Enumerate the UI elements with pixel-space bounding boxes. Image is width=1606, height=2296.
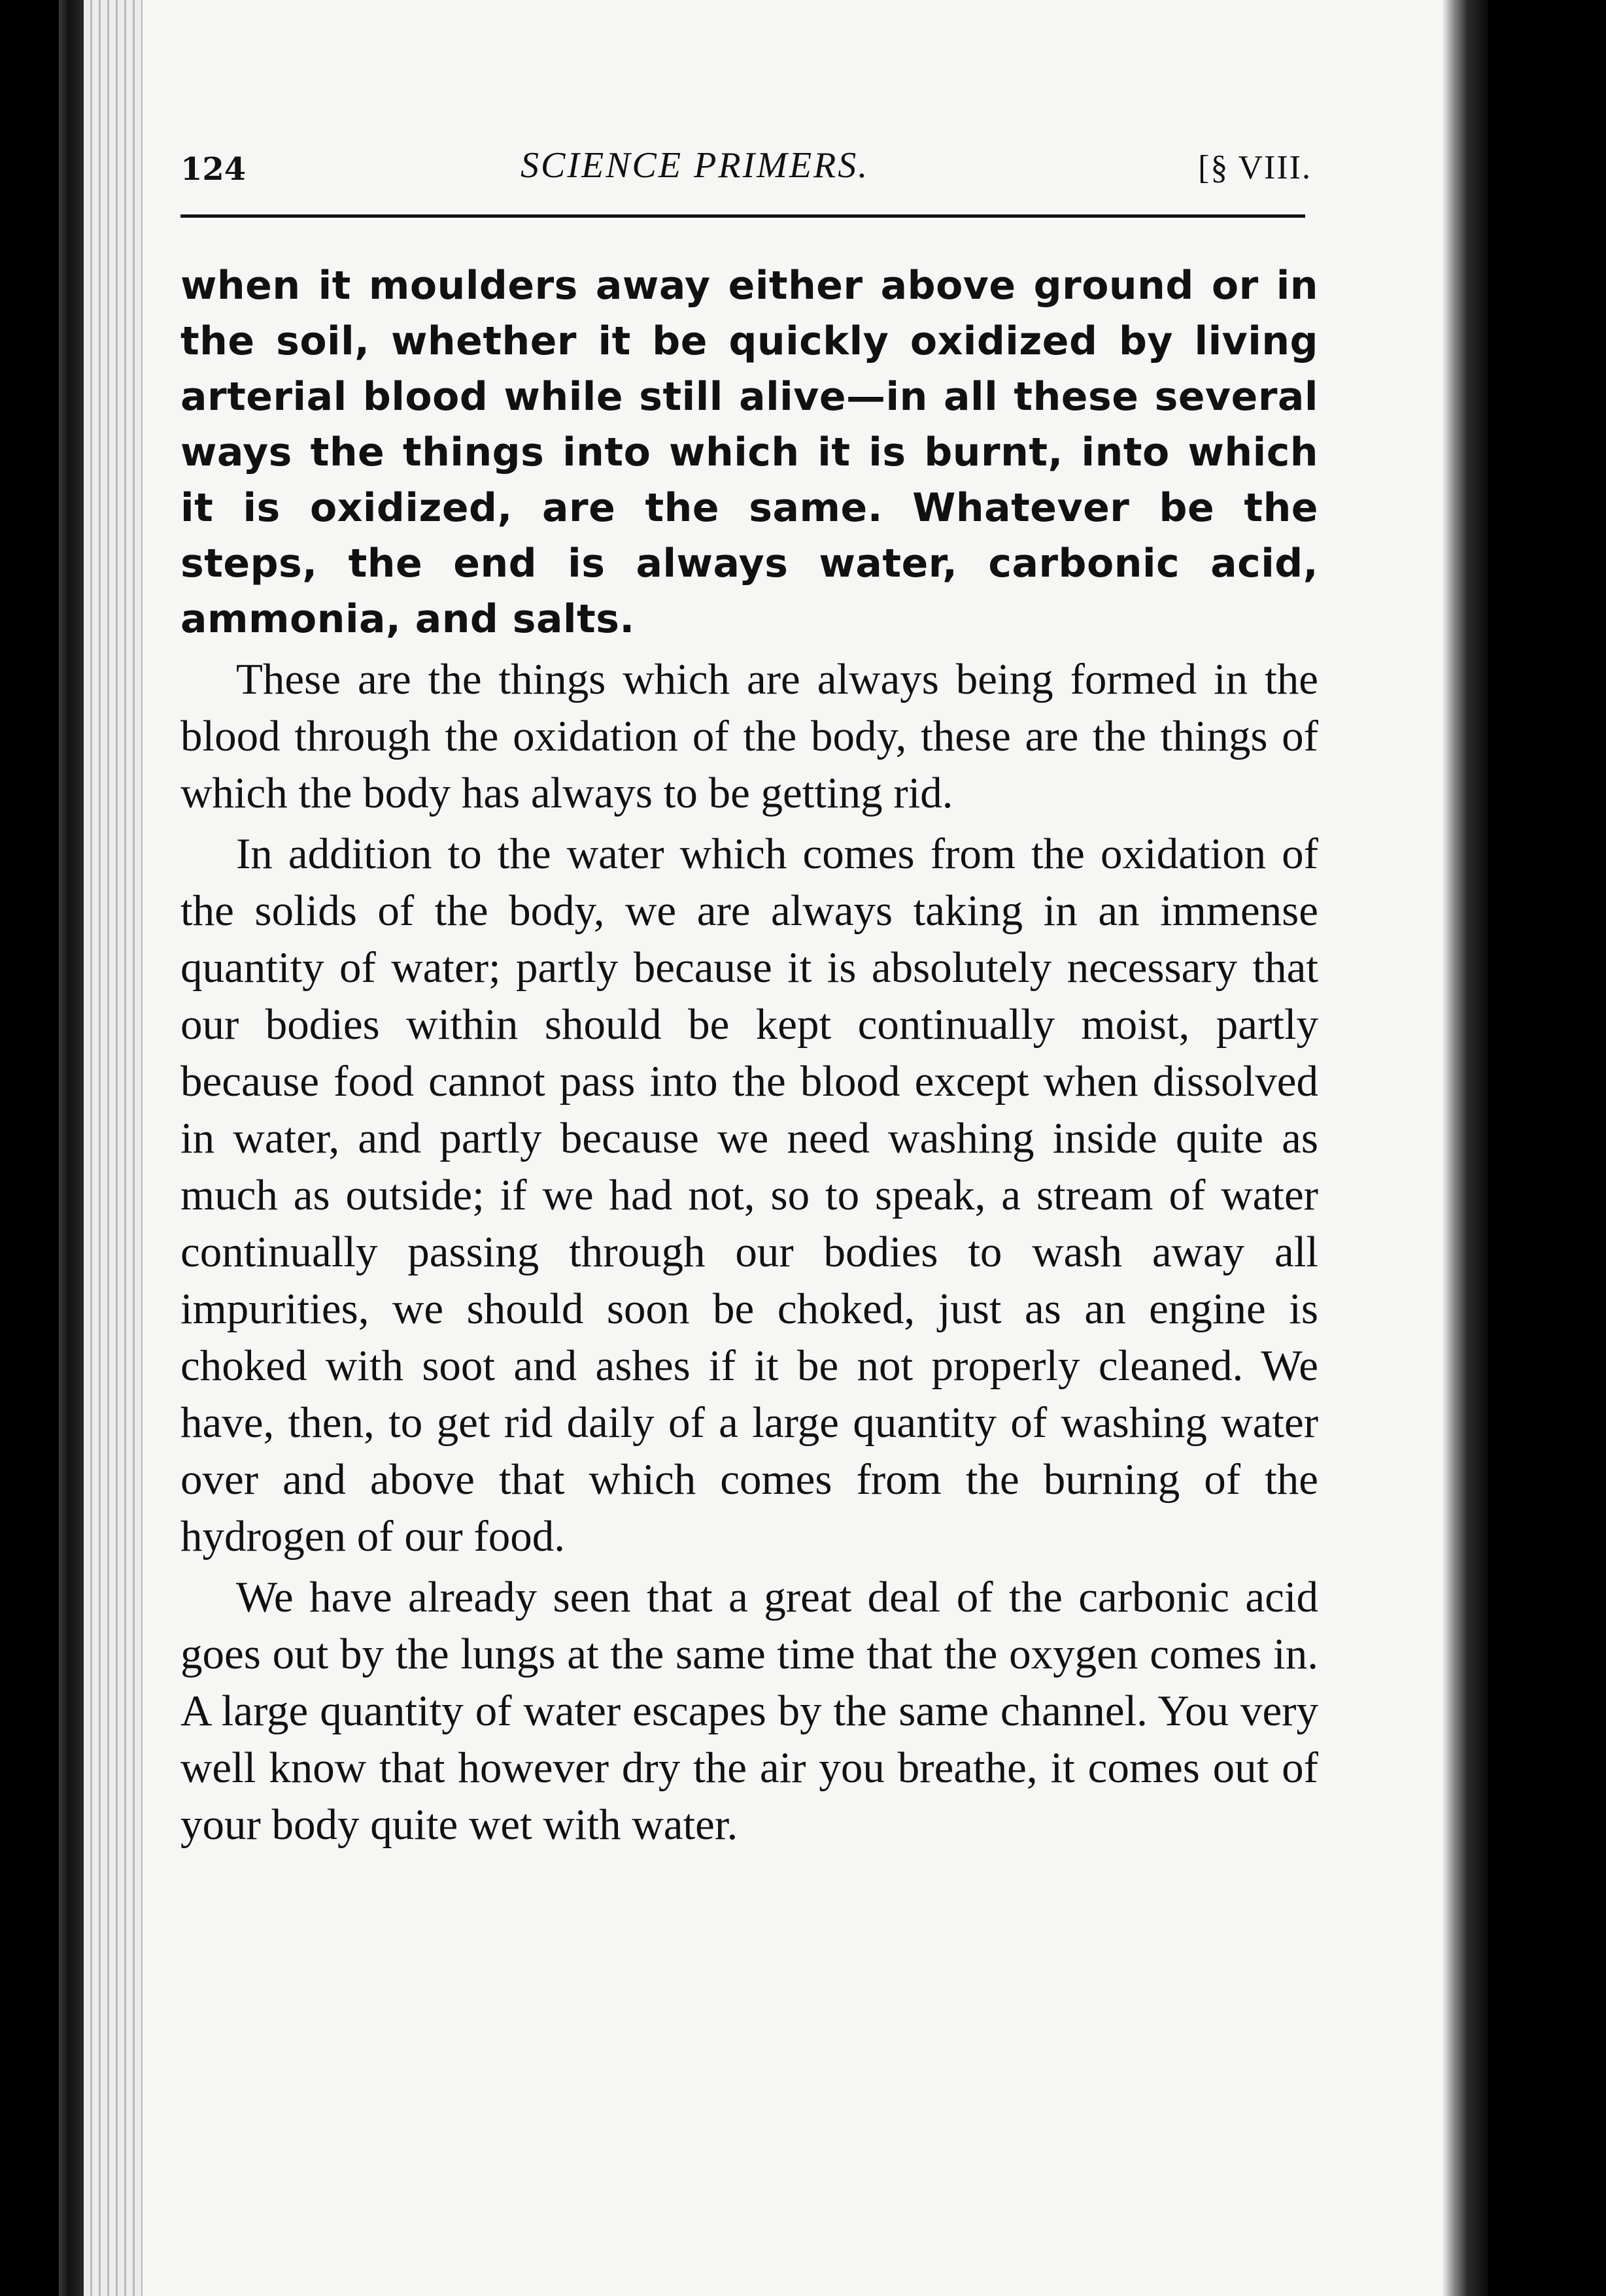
page-edges bbox=[84, 0, 143, 2296]
paragraph: We have already seen that a great deal of the carbonic acid goes out by the lungs at the same time that the oxygen comes in. A large quantity of water escapes by the same channel. You very well know that however dry the air you breathe, it comes out of your body quite wet with water. bbox=[180, 1573, 1318, 1849]
running-header bbox=[180, 141, 1312, 199]
paragraph: In addition to the water which comes from the oxidation of the solids of the body, we are always taking in an immense quantity of water; partly because it is absolutely necessary that our bodies within should be kept continually moist, partly because food cannot pass into the blood except when dissolved in water, and partly because we need washing inside quite as much as outside; if we had not, so to speak, a stream of water continually passing through our bodies to wash away all impurities, we should soon be choked, just as an engine is choked with soot and ashes if it be not properly cleaned. We have, then, to get rid daily of a large quantity of washing water over and above that which comes from the burning of the hydrogen of our food. bbox=[180, 830, 1318, 1561]
page-number: 124 bbox=[180, 151, 247, 188]
scan-border-right bbox=[1488, 0, 1606, 2296]
section-marker: [§ VIII. bbox=[1198, 149, 1312, 186]
header-rule bbox=[180, 214, 1305, 218]
paragraph-continued: when it moulders away either above ground or in the soil, whether it be quickly oxidized by living arterial blood while still alive—in all these several ways the things into which it is burnt, into which it is oxidized, are the same. Whatever be the steps, the end is always water, carbonic acid, ammonia, and salts. bbox=[180, 263, 1318, 642]
paragraph: These are the things which are always being formed in the blood through the oxidation of the body, these are the things of which the body has always to be getting rid. bbox=[180, 655, 1318, 817]
book-binding-left bbox=[0, 0, 59, 2296]
text-column bbox=[180, 258, 1318, 1853]
page-right-edge bbox=[1443, 0, 1488, 2296]
running-title: SCIENCE PRIMERS. bbox=[521, 145, 870, 186]
book-gutter-shadow bbox=[59, 0, 84, 2296]
